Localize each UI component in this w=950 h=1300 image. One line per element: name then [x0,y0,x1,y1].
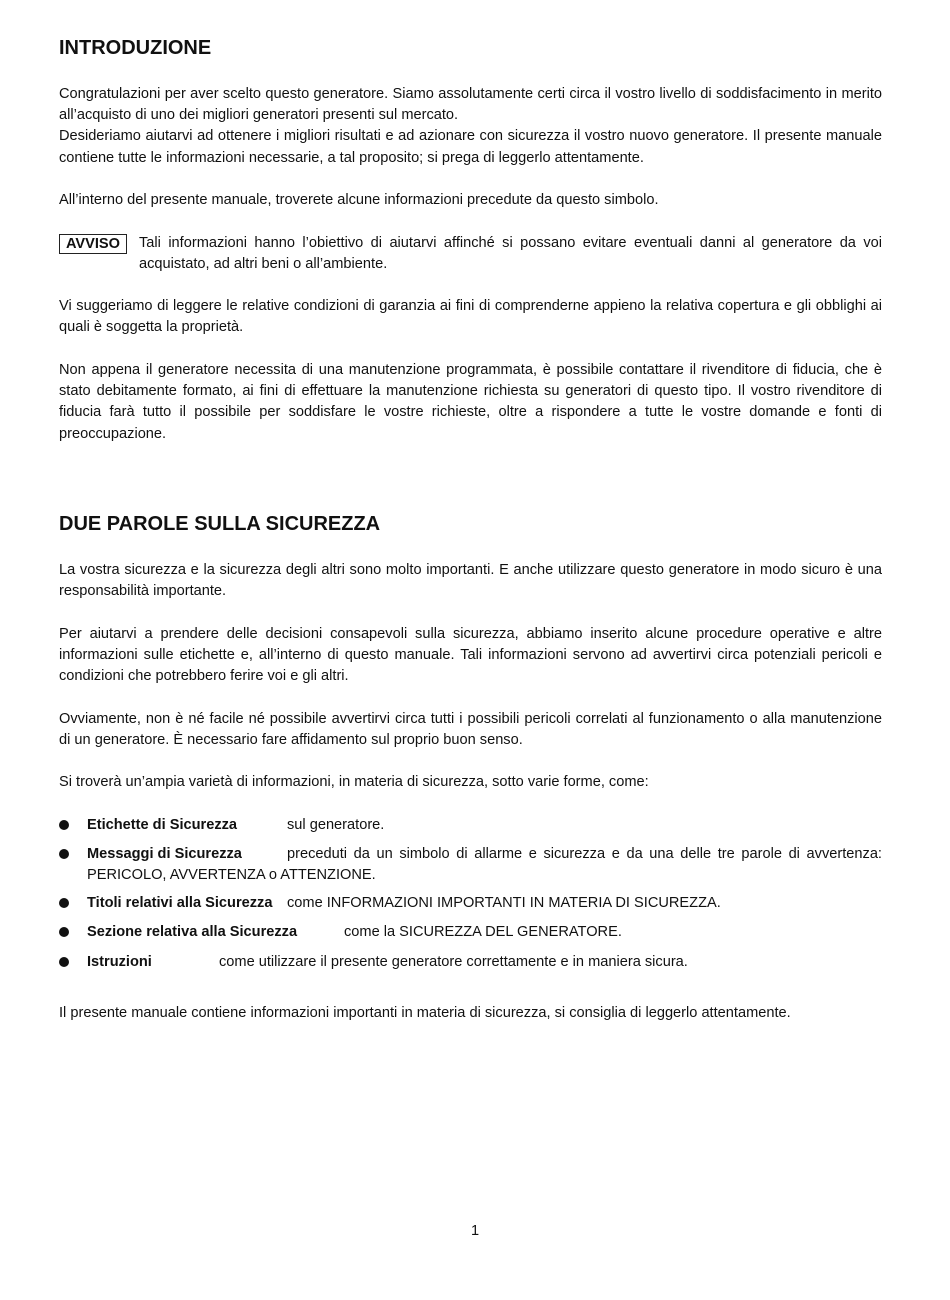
bullet-term: Messaggi di Sicurezza [87,846,242,862]
safety-paragraph-4 [59,772,882,793]
text-line: Si troverà un’ampia varietà di informazioni, in materia di sicurezza, sotto varie forme, come: [59,774,649,790]
text-line: Ovviamente, non è né facile né possibile avvertirvi circa tutti i possibili pericoli correlati al funzionamento o alla manutenzione [59,711,882,727]
text-line: stato debitamente formato, ai fini di effettuare la manutenzione richiesta su generatori di questo tipo. Il vostro rivenditore di [59,383,882,400]
text-line: Il presente manuale contiene informazioni importanti in materia di sicurezza, si consiglia di leggerlo attentamente. [59,1005,791,1021]
bullet-dot [59,849,69,859]
heading-sicurezza: DUE PAROLE SULLA SICUREZZA [59,513,381,535]
safety-paragraph-2 [59,624,882,688]
bullet-desc: sul generatore. [287,817,385,833]
safety-paragraph-3 [59,709,882,751]
text-line: contiene tutte le informazioni necessarie, a tal proposito; si prega di leggerlo attentamente. [59,149,644,166]
avviso-notice [59,233,882,277]
text-line: Vi suggeriamo di leggere le relative condizioni di garanzia ai fini di comprenderne appieno la relativa copertura e gli obblighi ai [59,298,882,314]
bullet-desc-continued: PERICOLO, AVVERTENZA o ATTENZIONE. [87,867,376,883]
bullet-term: Istruzioni [87,954,152,970]
bullet-term: Titoli relativi alla Sicurezza [87,895,273,911]
bullet-dot [59,957,69,967]
page-number: 1 [470,1223,480,1239]
bullet-desc: come utilizzare il presente generatore correttamente e in maniera sicura. [219,954,688,970]
intro-paragraph-1 [59,84,882,169]
text-line: di un generatore. È necessario fare affidamento sul proprio buon senso. [59,732,523,749]
intro-paragraph-2 [59,190,882,211]
text-line: La vostra sicurezza e la sicurezza degli altri sono molto importanti. E anche utilizzare questo generatore in modo sicuro è una [59,562,882,578]
text-line: condizioni che potrebbero ferire voi e gli altri. [59,668,349,685]
avviso-text [139,233,882,275]
safety-bullet-list [59,815,882,975]
text-line: fiducia farà tutto il possibile per soddisfare le vostre richieste, oltre a rispondere a tutte le vostre domande e fonti di [59,404,882,421]
bullet-desc: come INFORMAZIONI IMPORTANTI IN MATERIA DI SICUREZZA. [287,895,721,911]
bullet-term: Sezione relativa alla Sicurezza [87,924,298,940]
list-item [59,844,882,888]
text-line: acquistato, ad altri beni o all’ambiente. [139,256,388,273]
text-line: all’acquisto di uno dei migliori generatori presenti sul mercato. [59,107,459,124]
text-line: quali è soggetta la proprietà. [59,319,244,336]
text-line: All’interno del presente manuale, troverete alcune informazioni precedute da questo simbolo. [59,192,659,208]
intro-paragraph-3 [59,296,882,338]
text-line: responsabilità importante. [59,583,227,600]
heading-introduzione: INTRODUZIONE [59,37,212,59]
safety-paragraph-5 [59,1003,882,1024]
text-line: preoccupazione. [59,425,167,442]
bullet-dot [59,820,69,830]
intro-paragraph-4 [59,360,882,445]
text-line: Congratulazioni per aver scelto questo generatore. Siamo assolutamente certi circa il vostro livello di soddisfacimento in merito [59,86,882,102]
text-line: Desideriamo aiutarvi ad ottenere i migliori risultati e ad azionare con sicurezza il vostro nuovo generatore. Il presente manuale [59,128,882,145]
text-line: Per aiutarvi a prendere delle decisioni consapevoli sulla sicurezza, abbiamo inserito alcune procedure operative e altre [59,626,882,642]
bullet-dot [59,927,69,937]
avviso-label-box: AVVISO [59,234,127,254]
bullet-dot [59,898,69,908]
text-line: Tali informazioni hanno l’obiettivo di aiutarvi affinché si possano evitare eventuali danni al generatore da voi [139,235,882,251]
text-line: Non appena il generatore necessita di una manutenzione programmata, è possibile contattare il rivenditore di fiducia, che è [59,362,882,378]
safety-paragraph-1 [59,560,882,602]
text-line: informazioni sulle etichette e, all’interno di questo manuale. Tali informazioni servono ad avvertirvi circa potenziali pericoli e [59,647,882,664]
bullet-desc: preceduti da un simbolo di allarme e sicurezza e da una delle tre parole di avvertenza: [287,846,882,862]
bullet-term: Etichette di Sicurezza [87,817,238,833]
bullet-desc: come la SICUREZZA DEL GENERATORE. [344,924,622,940]
